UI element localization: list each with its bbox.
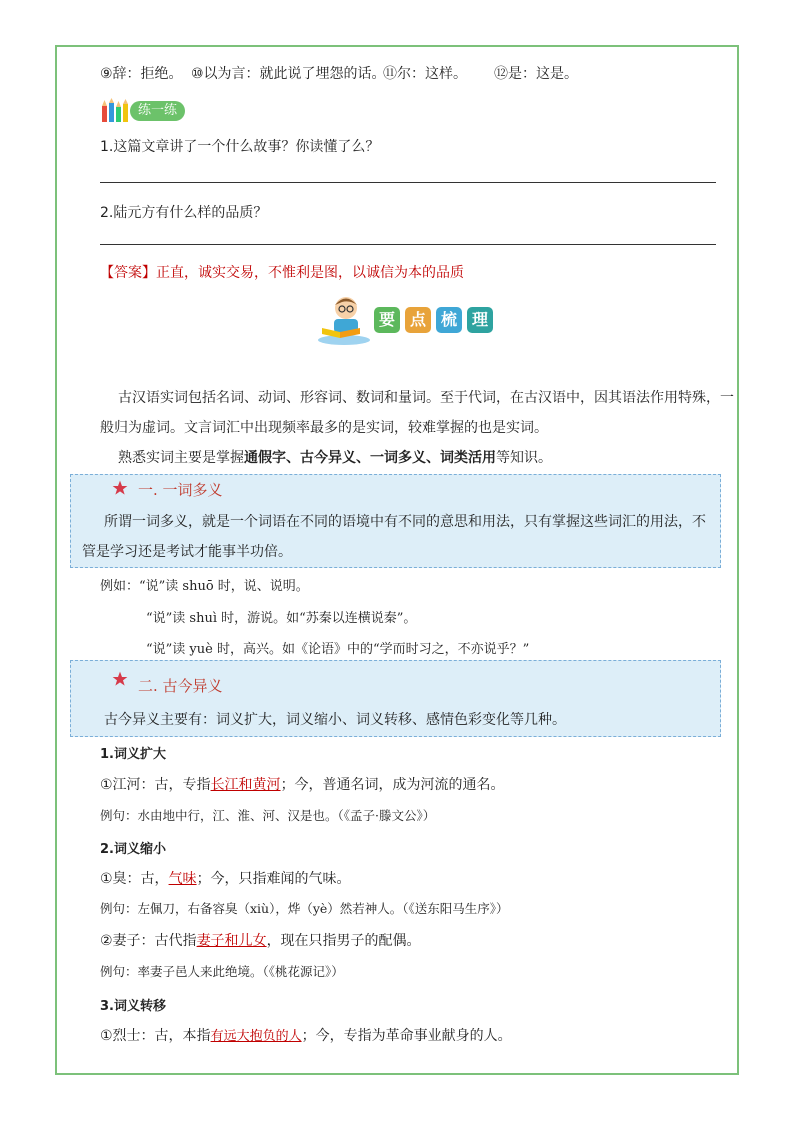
heading-narrowing: 2.词义缩小 (100, 842, 166, 857)
section-2-title: 二. 古今异义 (138, 677, 223, 695)
heading-expansion: 1.词义扩大 (100, 747, 166, 762)
intro-line-3: 熟悉实词主要是掌握通假字、古今异义、一词多义、词类活用等知识。 (118, 450, 552, 466)
key-points-banner (316, 292, 506, 346)
answer-label: 【答案】 (100, 265, 156, 281)
section-1-title: 一. 一词多义 (138, 481, 223, 499)
section-2-intro: 古今异义主要有：词义扩大，词义缩小、词义转移、感情色彩变化等几种。 (104, 712, 566, 728)
banner-tile-1: 要 (374, 307, 400, 333)
question-2: 2.陆元方有什么样的品质？ (100, 205, 268, 221)
item-jianghe: ①江河：古，专指长江和黄河；今，普通名词，成为河流的通名。 (100, 777, 505, 793)
banner-tile-4: 理 (467, 307, 493, 333)
example-1: 例如：“说”读 shuō 时，说、说明。 (100, 579, 309, 594)
intro-line-2: 般归为虚词。文言词汇中出现频率最多的是实词，较难掌握的也是实词。 (100, 420, 548, 436)
answer (100, 262, 464, 282)
example-chou: 例句：左佩刀，右备容臭（xiù），烨（yè）然若神人。（《送东阳马生序》） (100, 901, 509, 916)
item-qizi: ②妻子：古代指妻子和儿女，现在只指男子的配偶。 (100, 933, 421, 949)
footnote-12: ⑫是：这是。 (494, 66, 578, 82)
intro-line-1: 古汉语实词包括名词、动词、形容词、数词和量词。至于代词，在古汉语中，因其语法作用特殊，一 (118, 390, 734, 406)
example-3: “说”读 yuè 时，高兴。如《论语》中的“学而时习之，不亦说乎？” (146, 642, 530, 657)
heading-shift: 3.词义转移 (100, 999, 166, 1014)
intro-bold-terms: 通假字、古今异义、一词多义、词类活用 (244, 450, 496, 466)
answer-text: 正直，诚实交易，不惟利是图，以诚信为本的品质 (156, 265, 464, 281)
item-lieshi: ①烈士：古，本指有远大抱负的人；今，专指为革命事业献身的人。 (100, 1028, 512, 1044)
star-icon (112, 671, 128, 687)
footnote-9: ⑨辞：拒绝。 (100, 66, 183, 82)
section-1-line-2: 管是学习还是考试才能事半功倍。 (82, 544, 292, 560)
banner-tile-3: 梳 (436, 307, 462, 333)
example-jianghe: 例句：水由地中行，江、淮、河、汉是也。（《孟子·滕文公》） (100, 808, 436, 823)
question-1: 1.这篇文章讲了一个什么故事？你读懂了么？ (100, 139, 380, 155)
footnote-11: ⑪尔：这样。 (383, 66, 467, 82)
banner-tile-2: 点 (405, 307, 431, 333)
practice-badge-label: 练一练 (130, 101, 185, 121)
practice-badge (100, 98, 186, 124)
student-reading-icon (316, 292, 372, 346)
star-icon (112, 480, 128, 496)
answer-line-1 (100, 182, 716, 183)
answer-line-2 (100, 244, 716, 245)
section-1-line-1: 所谓一词多义，就是一个词语在不同的语境中有不同的意思和用法，只有掌握这些词汇的用法，不 (104, 514, 706, 530)
example-2: “说”读 shuì 时，游说。如“苏秦以连横说秦”。 (146, 611, 417, 626)
example-qizi: 例句：率妻子邑人来此绝境。（《桃花源记》） (100, 964, 344, 979)
footnote-10: ⑩以为言：就此说了埋怨的话。 (191, 66, 386, 82)
item-chou: ①臭：古，气味；今，只指难闻的气味。 (100, 871, 351, 887)
